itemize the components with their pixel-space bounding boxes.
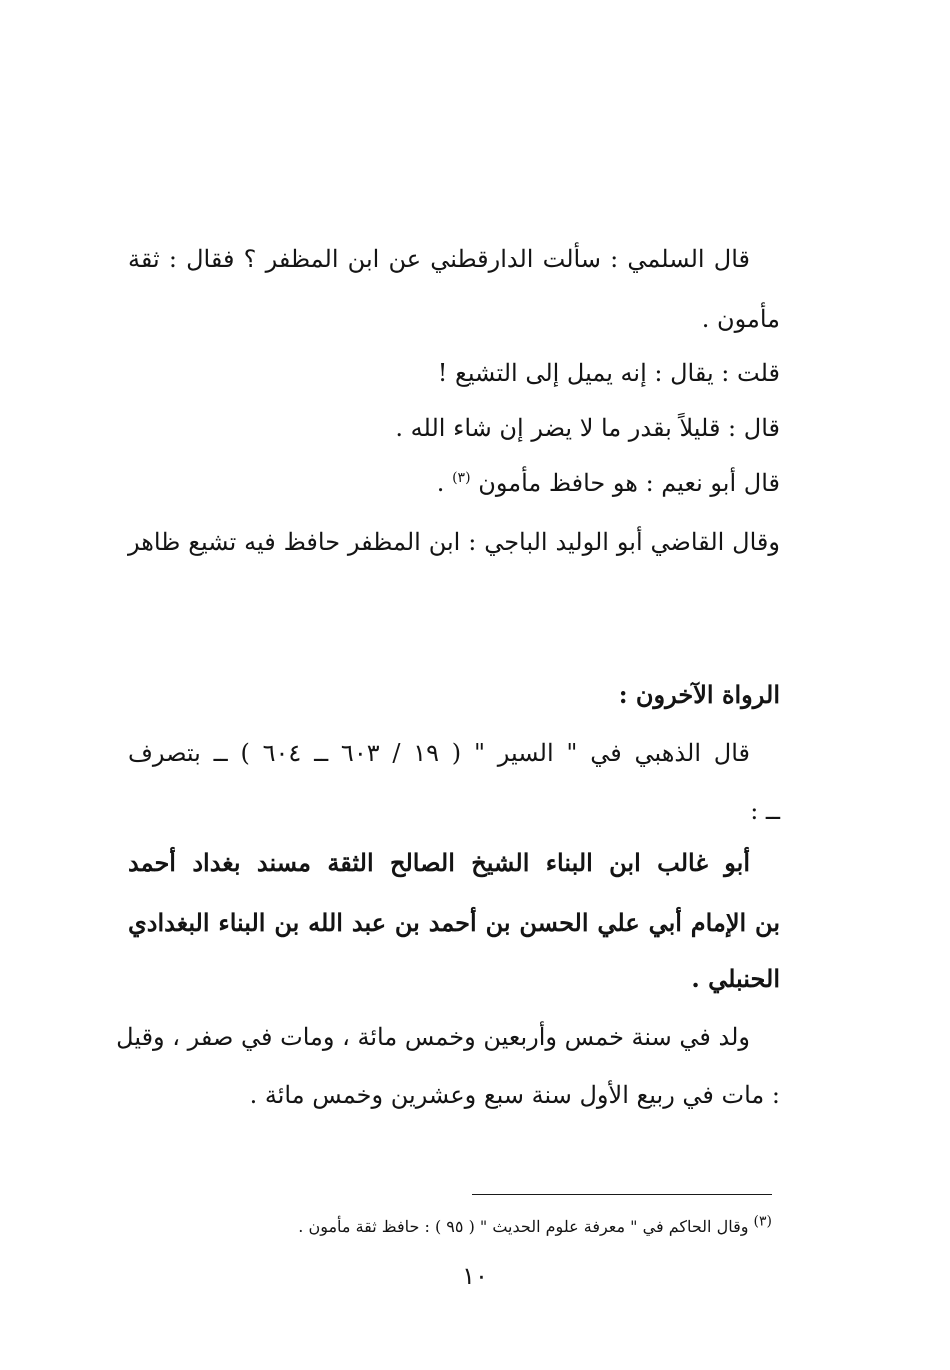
footnote-text: وقال الحاكم في " معرفة علوم الحديث " ( ٩٥ ) : حافظ ثقة مأمون .: [298, 1217, 749, 1236]
death-line-2: : مات في ربيع الأول سنة سبع وعشرين وخمس مائة .: [249, 1081, 780, 1109]
paragraph-1-line-4: قال : قليلاً بقدر ما لا يضر إن شاء الله .: [395, 414, 780, 442]
footnote-reference: (٣): [452, 470, 471, 486]
section-heading: الرواة الآخرون :: [618, 680, 780, 709]
paragraph-1-line-1: قال السلمي : سألت الدارقطني عن ابن المظفر ؟ فقال : ثقة: [128, 245, 750, 273]
paragraph-1-line-5-text: قال أبو نعيم : هو حافظ مأمون: [478, 469, 780, 497]
paragraph-1-line-6: وقال القاضي أبو الوليد الباجي : ابن المظفر حافظ فيه تشيع ظاهر: [128, 528, 780, 556]
paragraph-1-line-2: مأمون .: [701, 305, 780, 333]
paragraph-1-line-5: [128, 466, 780, 500]
source-line-2: ــ :: [750, 797, 780, 825]
bio-line-3: الحنبلي .: [691, 964, 780, 993]
bio-line-2: بن الإمام أبي علي الحسن بن أحمد بن عبد الله بن البناء البغدادي: [128, 908, 780, 937]
footnote-number: (٣): [753, 1213, 772, 1230]
paragraph-1-line-3: قلت : يقال : إنه يميل إلى التشيع !: [437, 359, 780, 387]
death-line-1: ولد في سنة خمس وأربعين وخمس مائة ، ومات في صفر ، وقيل: [116, 1023, 750, 1051]
bio-line-1: أبو غالب ابن البناء الشيخ الصالح الثقة مسند بغداد أحمد: [128, 848, 750, 877]
paragraph-1-line-5-end: .: [436, 469, 445, 497]
source-line-1: قال الذهبي في " السير " ( ١٩ / ٦٠٣ ــ ٦٠٤ ) ــ بتصرف: [128, 739, 750, 767]
footnote-separator: [472, 1194, 772, 1195]
footnote: [298, 1215, 772, 1239]
page-number: ١٠: [462, 1262, 488, 1290]
